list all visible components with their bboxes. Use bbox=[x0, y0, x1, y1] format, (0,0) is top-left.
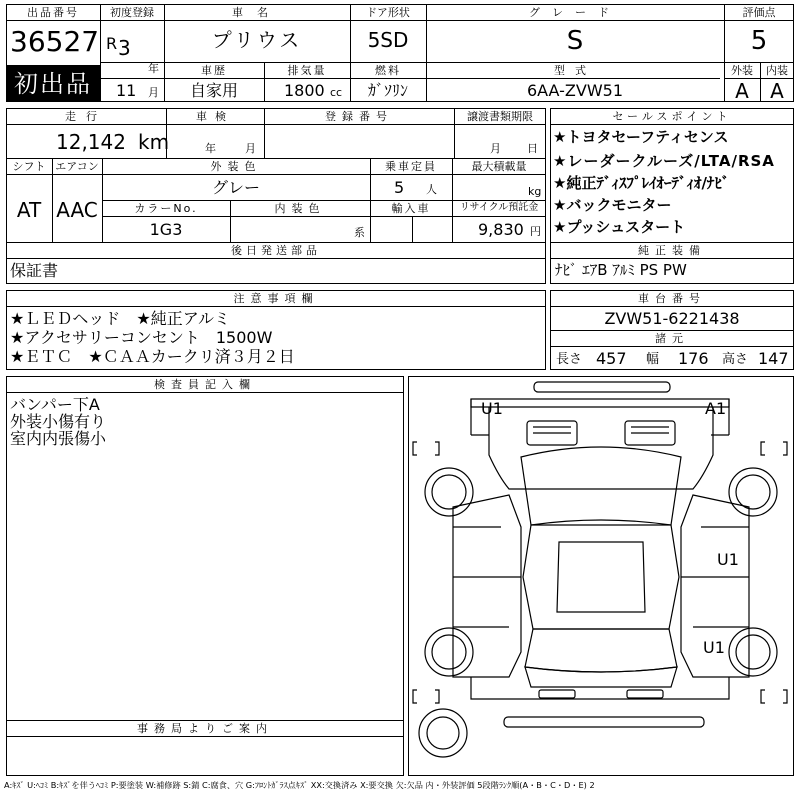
fuel: ｶﾞｿﾘﾝ bbox=[367, 81, 408, 100]
sales-point: ★トヨタセーフティセンス bbox=[553, 128, 729, 146]
door-type: 5SD bbox=[367, 28, 409, 52]
note-line: ★ＥＴＣ ★ＣＡＡカークリ済３月２日 bbox=[10, 347, 295, 366]
damage-mark: U1 bbox=[703, 638, 725, 657]
ext-label: 外装 bbox=[731, 64, 753, 77]
maxload-label: 最大積載量 bbox=[471, 160, 527, 173]
chassis-number: ZVW51-6221438 bbox=[604, 309, 740, 328]
car-name: プリウス bbox=[211, 28, 303, 52]
reg-year-unit: 年 bbox=[148, 62, 159, 75]
model: 6AA-ZVW51 bbox=[526, 81, 624, 100]
car-outline-diagram bbox=[409, 377, 793, 775]
height-label: 高さ bbox=[722, 352, 749, 367]
length: 457 bbox=[596, 349, 627, 368]
recycle-label: リサイクル預託金 bbox=[459, 202, 539, 213]
sales-point: ★純正ﾃﾞｨｽﾌﾟﾚｲｵｰﾃﾞｨｵ/ﾅﾋﾞ bbox=[553, 174, 730, 192]
score: 5 bbox=[750, 26, 768, 56]
reg-label: 初度登録 bbox=[110, 6, 154, 19]
inspection-year-unit: 年 bbox=[205, 142, 216, 155]
cc-unit: cc bbox=[330, 86, 343, 99]
inspector-line: バンパー下A bbox=[10, 395, 100, 414]
aircon: AAC bbox=[56, 198, 98, 222]
plate-label: 登録番号 bbox=[325, 110, 393, 123]
mileage-unit: km bbox=[138, 130, 170, 154]
mileage-label: 走行 bbox=[65, 110, 107, 123]
history-label: 車歴 bbox=[201, 64, 227, 77]
note-line: ★アクセサリーコンセント 1500W bbox=[10, 328, 273, 347]
transfer-month: 月 bbox=[490, 142, 501, 155]
grade-label: グレード bbox=[529, 6, 621, 19]
color: グレー bbox=[211, 178, 260, 197]
legend: A:ｷｽﾞ U:ﾍｺﾐ B:ｷｽﾞを伴うﾍｺﾐ P:要塗装 W:補修跡 S:錆 C:腐食、穴 G:ﾌﾛﾝﾄｶﾞﾗｽ点ｷｽﾞ XX:交換済み X:要交換 欠:欠品 内・外装評価 5段階ﾗﾝｸ順(A・B・C・D・E) 2 bbox=[4, 780, 595, 790]
inspector-line: 外装小傷有り bbox=[10, 412, 107, 431]
score-label: 評価点 bbox=[742, 6, 776, 19]
inspection-month-unit: 月 bbox=[245, 142, 256, 155]
height: 147 bbox=[758, 349, 789, 368]
notes-label: 注意事項欄 bbox=[233, 292, 319, 305]
model-label: 型式 bbox=[554, 64, 596, 77]
recycle-unit: 円 bbox=[530, 225, 541, 238]
displacement-label: 排気量 bbox=[287, 64, 327, 77]
lot-no-label: 出品番号 bbox=[27, 6, 79, 19]
shipping-parts: 保証書 bbox=[10, 261, 59, 280]
color-label: 外装色 bbox=[210, 160, 262, 173]
sales-points-label: セールスポイント bbox=[612, 110, 732, 123]
int-score: A bbox=[770, 79, 784, 103]
name-label: 車名 bbox=[232, 6, 282, 19]
transfer-label: 譲渡書類期限 bbox=[467, 110, 533, 123]
mileage: 12,142 bbox=[56, 130, 126, 154]
office-label: 事務局よりご案内 bbox=[137, 722, 273, 735]
lot-number: 36527 bbox=[10, 25, 100, 58]
color-no-label: カラーNo. bbox=[134, 202, 198, 215]
shift-label: シフト bbox=[12, 160, 46, 173]
sales-point: ★バックモニター bbox=[553, 196, 672, 214]
capacity-unit: 人 bbox=[426, 183, 437, 196]
ac-label: エアコン bbox=[55, 160, 99, 173]
history: 自家用 bbox=[189, 81, 238, 100]
chassis-label: 車台番号 bbox=[638, 292, 706, 305]
length-label: 長さ bbox=[556, 352, 583, 367]
first-listing-badge: 初出品 bbox=[6, 66, 100, 102]
inspection-label: 車検 bbox=[196, 110, 234, 123]
grade: S bbox=[566, 26, 584, 56]
shipping-label: 後日発送部品 bbox=[231, 244, 321, 257]
note-line: ★ＬＥＤヘッド ★純正アルミ bbox=[10, 309, 231, 328]
width-label: 幅 bbox=[646, 352, 660, 367]
transfer-day: 日 bbox=[527, 142, 538, 155]
inspector-label: 検査員記入欄 bbox=[154, 378, 256, 391]
equipment: ﾅﾋﾞ ｴｱB ｱﾙﾐ PS PW bbox=[555, 261, 687, 279]
inspector-line: 室内内張傷小 bbox=[10, 429, 107, 448]
capacity-label: 乗車定員 bbox=[385, 160, 437, 173]
damage-diagram bbox=[408, 376, 794, 776]
damage-mark: U1 bbox=[717, 550, 739, 569]
sales-point: ★プッシュスタート bbox=[553, 218, 686, 236]
reg-year: 3 bbox=[118, 36, 131, 60]
color-no: 1G3 bbox=[149, 220, 183, 239]
width: 176 bbox=[678, 349, 709, 368]
fuel-label: 燃料 bbox=[375, 64, 401, 77]
capacity: 5 bbox=[394, 178, 405, 197]
equipment-label: 純正装備 bbox=[638, 244, 706, 257]
import-label: 輸入車 bbox=[391, 202, 431, 215]
reg-month: 11 bbox=[116, 81, 137, 100]
sales-point: ★レーダークルーズ/LTA/RSA bbox=[553, 152, 775, 170]
reg-era: R bbox=[106, 34, 118, 53]
door-label: ドア形状 bbox=[366, 6, 410, 19]
maxload-unit: kg bbox=[528, 185, 542, 198]
shift: AT bbox=[16, 198, 42, 222]
damage-mark: A1 bbox=[705, 399, 727, 418]
recycle-fee: 9,830 bbox=[478, 220, 524, 239]
ext-score: A bbox=[735, 79, 749, 103]
int-color-unit: 系 bbox=[354, 226, 365, 239]
int-color-label: 内装色 bbox=[274, 202, 326, 215]
damage-mark: U1 bbox=[481, 399, 503, 418]
reg-month-unit: 月 bbox=[148, 86, 159, 99]
displacement: 1800 bbox=[284, 81, 325, 100]
dimensions-label: 諸元 bbox=[655, 332, 689, 345]
int-label: 内装 bbox=[766, 64, 788, 77]
